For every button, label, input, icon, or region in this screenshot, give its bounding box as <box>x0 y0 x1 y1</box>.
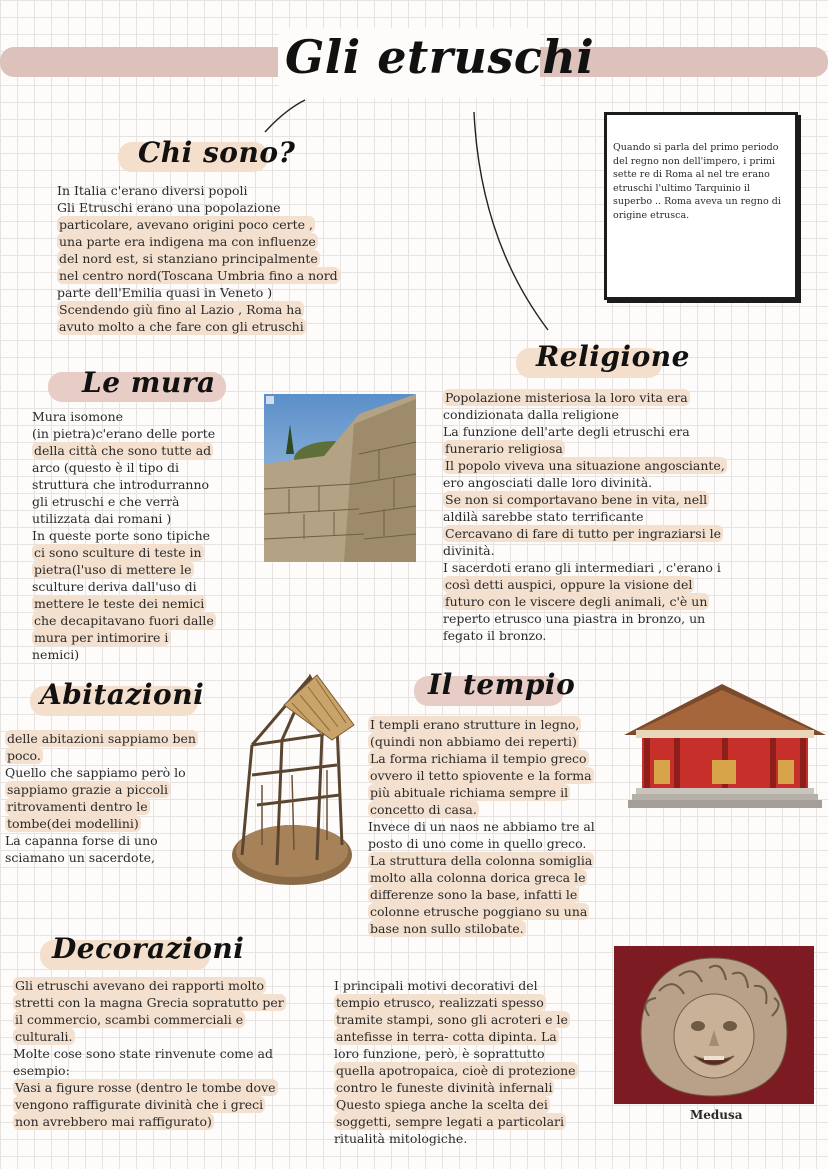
text-line: tramite stampi, sono gli acroteri e le <box>336 1012 568 1027</box>
text-line: il commercio, scambi commerciali e <box>15 1012 244 1027</box>
text-line: (quindi non abbiamo dei reperti) <box>370 734 577 749</box>
temple-illustration <box>622 680 828 810</box>
text-line: una parte era indigena ma con influenze <box>59 234 316 249</box>
text-chi-sono <box>57 182 377 335</box>
text-line: poco. <box>7 748 41 763</box>
text-line: La capanna forse di uno <box>5 833 158 848</box>
text-line: condizionata dalla religione <box>443 407 619 422</box>
text-line: base non sullo stilobate. <box>370 921 524 936</box>
text-line: differenze sono la base, infatti le <box>370 887 578 902</box>
text-line: In queste porte sono tipiche <box>32 528 211 543</box>
text-line: Popolazione misteriosa la loro vita era <box>445 390 688 405</box>
note-text: Quando si parla del primo periodo del regno non dell'impero, i primi sette re di Roma al nel tre erano etruschi l'ultimo Tarquinio il superbo .. Roma aveva un regno di origine etrusca. <box>613 142 781 221</box>
text-decorazioni-right <box>334 977 624 1147</box>
text-line: contro le funeste divinità infernali <box>336 1080 553 1095</box>
heading-religione: Religione <box>536 340 690 373</box>
text-line: La funzione dell'arte degli etruschi era <box>443 424 690 439</box>
text-line: nemici) <box>32 647 80 662</box>
text-line: colonne etrusche poggiano su una <box>370 904 588 919</box>
text-line: stretti con la magna Grecia sopratutto per <box>15 995 284 1010</box>
text-line: vengono raffigurate divinità che i greci <box>15 1097 264 1112</box>
page-title: Gli etruschi <box>285 30 595 84</box>
text-line: La struttura della colonna somiglia <box>370 853 593 868</box>
text-line: antefisse in terra- cotta dipinta. La <box>336 1029 557 1044</box>
text-line: mura per intimorire i <box>34 630 169 645</box>
heading-tempio: Il tempio <box>428 668 576 701</box>
text-line: sculture deriva dall'uso di <box>32 579 197 594</box>
text-line: struttura che introdurranno <box>32 477 210 492</box>
text-line: Quello che sappiamo però lo <box>5 765 186 780</box>
text-line: delle abitazioni sappiamo ben <box>7 731 196 746</box>
text-line: Invece di un naos ne abbiamo tre al <box>368 819 595 834</box>
text-line: (in pietra)c'erano delle porte <box>32 426 216 441</box>
heading-decorazioni: Decorazioni <box>52 932 245 965</box>
text-line: Il popolo viveva una situazione angosciante, <box>445 458 725 473</box>
text-line: pietra(l'uso di mettere le <box>34 562 192 577</box>
text-line: concetto di casa. <box>370 802 477 817</box>
text-line: aldilà sarebbe stato terrificante <box>443 509 644 524</box>
text-line: nel centro nord(Toscana Umbria fino a nord <box>59 268 338 283</box>
text-line: futuro con le viscere degli animali, c'è un <box>445 594 708 609</box>
note-box <box>604 112 798 300</box>
text-line: La forma richiama il tempio greco <box>370 751 587 766</box>
text-line: non avrebbero mai raffigurato) <box>15 1114 212 1129</box>
heading-mura: Le mura <box>82 366 216 399</box>
text-line: esempio: <box>13 1063 70 1078</box>
text-line: parte dell'Emilia quasi in Veneto ) <box>57 285 273 300</box>
text-line: In Italia c'erano diversi popoli <box>57 183 248 198</box>
heading-chi-sono: Chi sono? <box>138 136 296 169</box>
text-line: quella apotropaica, cioè di protezione <box>336 1063 576 1078</box>
text-line: molto alla colonna dorica greca le <box>370 870 586 885</box>
medusa-photo <box>614 946 814 1104</box>
text-line: Cercavano di fare di tutto per ingraziarsi le <box>445 526 722 541</box>
text-line: Questo spiega anche la scelta dei <box>336 1097 548 1112</box>
text-line: Vasi a figure rosse (dentro le tombe dove <box>15 1080 276 1095</box>
text-line: Se non si comportavano bene in vita, nell <box>445 492 708 507</box>
text-line: I principali motivi decorativi del <box>334 978 538 993</box>
text-line: ritualità mitologiche. <box>334 1131 468 1146</box>
text-line: funerario religiosa <box>445 441 563 456</box>
text-line: Gli etruschi avevano dei rapporti molto <box>15 978 265 993</box>
text-line: così detti auspici, oppure la visione del <box>445 577 693 592</box>
text-line: tombe(dei modellini) <box>7 816 139 831</box>
text-line: avuto molto a che fare con gli etruschi <box>59 319 304 334</box>
text-line: divinità. <box>443 543 495 558</box>
text-line: culturali. <box>15 1029 73 1044</box>
text-line: Gli Etruschi erano una popolazione <box>57 200 281 215</box>
text-decorazioni-left <box>13 977 333 1130</box>
text-line: sciamano un sacerdote, <box>5 850 155 865</box>
text-line: gli etruschi e che verrà <box>32 494 180 509</box>
text-line: sappiamo grazie a piccoli <box>7 782 169 797</box>
text-line: della città che sono tutte ad <box>34 443 212 458</box>
text-line: posto di uno come in quello greco. <box>368 836 587 851</box>
text-line: fegato il bronzo. <box>443 628 547 643</box>
text-line: ovvero il tetto spiovente e la forma <box>370 768 592 783</box>
text-line: mettere le teste dei nemici <box>34 596 205 611</box>
text-line: I sacerdoti erano gli intermediari , c'erano i <box>443 560 721 575</box>
text-mura <box>32 408 257 663</box>
text-line: Molte cose sono state rinvenute come ad <box>13 1046 273 1061</box>
text-line: I templi erano strutture in legno, <box>370 717 580 732</box>
text-line: che decapitavano fuori dalle <box>34 613 214 628</box>
text-line: Mura isomone <box>32 409 124 424</box>
text-line: Scendendo giù fino al Lazio , Roma ha <box>59 302 302 317</box>
text-line: particolare, avevano origini poco certe , <box>59 217 314 232</box>
text-line: più abituale richiama sempre il <box>370 785 569 800</box>
text-line: arco (questo è il tipo di <box>32 460 180 475</box>
walls-photo <box>264 394 416 562</box>
text-abitazioni <box>5 730 230 866</box>
text-line: reperto etrusco una piastra in bronzo, un <box>443 611 706 626</box>
text-line: ero angosciati dalle loro divinità. <box>443 475 653 490</box>
hut-illustration <box>222 665 362 895</box>
text-line: tempio etrusco, realizzati spesso <box>336 995 544 1010</box>
text-line: soggetti, sempre legati a particolari <box>336 1114 565 1129</box>
text-line: del nord est, si stanziano principalmente <box>59 251 318 266</box>
text-line: loro funzione, però, è soprattutto <box>334 1046 545 1061</box>
text-line: utilizzata dai romani ) <box>32 511 172 526</box>
text-religione <box>443 389 823 644</box>
text-line: ritrovamenti dentro le <box>7 799 148 814</box>
medusa-caption: Medusa <box>690 1108 743 1122</box>
text-tempio <box>368 716 658 937</box>
heading-abitazioni: Abitazioni <box>40 678 205 711</box>
text-line: ci sono sculture di teste in <box>34 545 202 560</box>
